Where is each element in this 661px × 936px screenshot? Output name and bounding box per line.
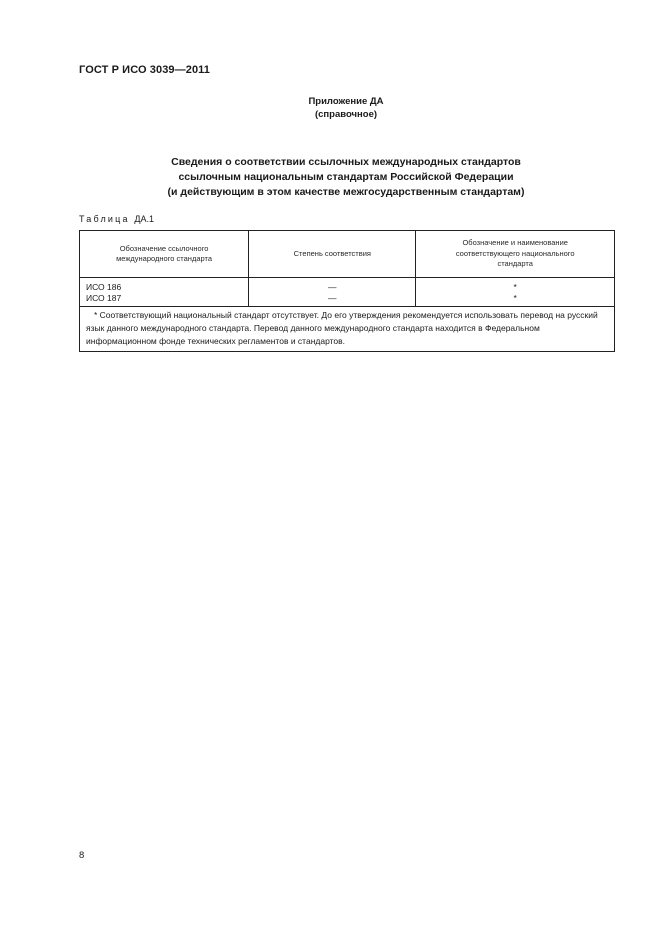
column-header-reference-line-2: международного стандарта	[116, 254, 213, 263]
annex-subtitle: (справочное)	[314, 109, 378, 120]
column-header-national-line-2: соответствующего национального	[455, 248, 575, 258]
degree-value: —	[328, 282, 337, 292]
table-caption-prefix: Таблица	[79, 214, 130, 224]
correspondence-table	[79, 230, 615, 352]
national-value: *	[513, 282, 517, 292]
annex-heading	[0, 95, 661, 121]
column-header-reference-line-1: Обозначение ссылочного	[119, 243, 209, 253]
annex-main-title	[0, 155, 661, 200]
column-header-reference	[80, 231, 249, 278]
document-code: ГОСТ Р ИСО 3039—2011	[79, 64, 211, 76]
table-footnote: * Соответствующий национальный стандарт отсутствует. До его утверждения рекомендуется использовать перевод на русский язык данного международного стандарта. Перевод данного международного стандарта находится в Федеральном информационном фонде технических регламентов и стандартов.	[80, 307, 615, 352]
title-line-1: Сведения о соответствии ссылочных международных стандартов	[171, 156, 521, 168]
table-row	[80, 278, 615, 307]
title-line-2: ссылочным национальным стандартам Российской Федерации	[178, 171, 514, 183]
reference-code: ИСО 186	[86, 282, 122, 292]
reference-cell	[80, 278, 249, 307]
column-header-national	[416, 231, 615, 278]
annex-title: Приложение ДА	[308, 96, 384, 107]
national-cell	[416, 278, 615, 307]
column-header-national-line-1: Обозначение и наименование	[462, 238, 568, 248]
table-caption	[79, 214, 154, 224]
table-header-row	[80, 231, 615, 278]
page-number: 8	[79, 850, 85, 861]
title-line-3: (и действующим в этом качестве межгосударственным стандартам)	[167, 186, 525, 198]
table-caption-number: ДА.1	[134, 214, 155, 224]
column-header-degree: Степень соответствия	[249, 231, 416, 278]
footnote-row	[80, 307, 615, 352]
degree-value: —	[328, 293, 337, 303]
national-value: *	[513, 293, 517, 303]
degree-cell	[249, 278, 416, 307]
reference-code: ИСО 187	[86, 293, 122, 303]
column-header-national-line-3: стандарта	[497, 259, 533, 269]
